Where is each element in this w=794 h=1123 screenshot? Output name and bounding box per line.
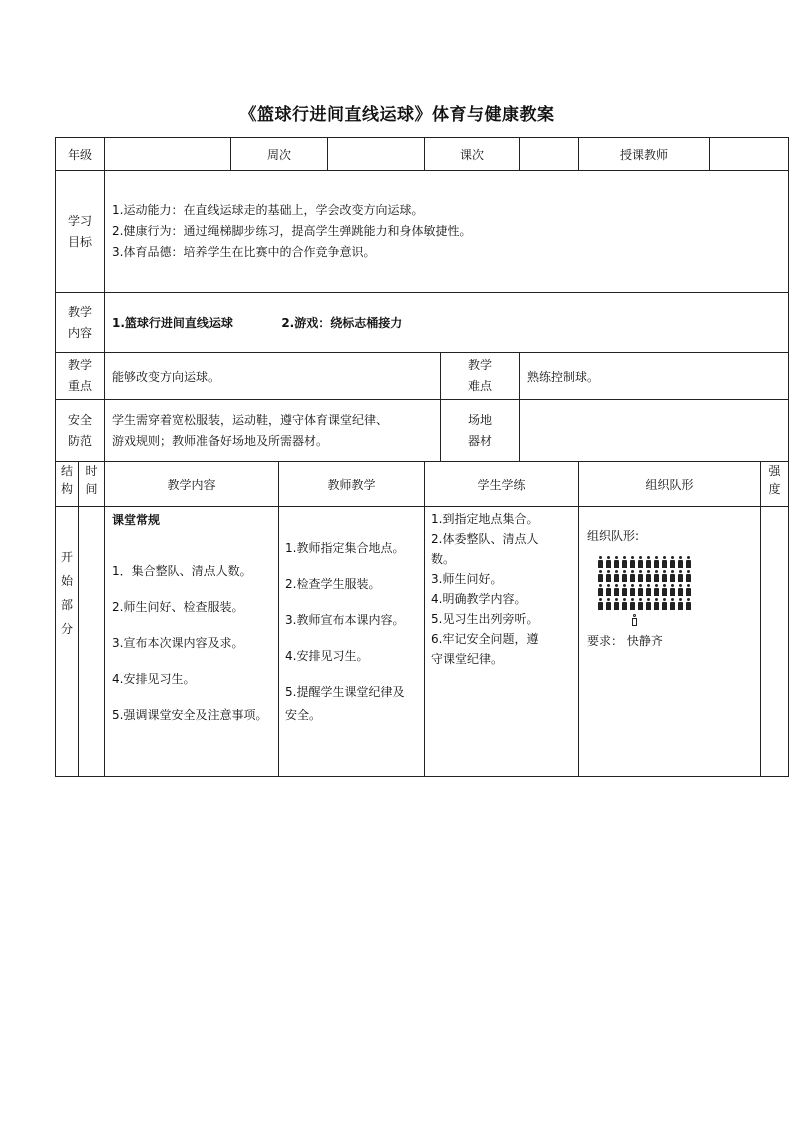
- teacher-list: [285, 539, 424, 723]
- list-item: 4.安排见习生。: [285, 649, 369, 663]
- list-item: 1.到指定地点集合。: [431, 512, 539, 526]
- list-item: 6.牢记安全问题，遵: [431, 632, 539, 646]
- student-figure-icon: [645, 584, 651, 596]
- goal-item: 2.健康行为：通过绳梯脚步练习，提高学生弹跳能力和身体敏捷性。: [112, 224, 472, 238]
- goals-row: [56, 171, 789, 293]
- student-figure-icon: [629, 584, 635, 596]
- student-figure-icon: [653, 556, 659, 568]
- safety-label: 安全 防范: [56, 400, 105, 462]
- difficulty-label: 教学 难点: [441, 353, 520, 400]
- formation-header: 组织队形: [579, 462, 761, 507]
- student-figure-icon: [629, 570, 635, 582]
- student-figure-icon: [605, 598, 611, 610]
- header-row: [56, 138, 789, 171]
- student-figure-icon: [645, 556, 651, 568]
- safety-row: [56, 400, 789, 462]
- student-figure-icon: [637, 556, 643, 568]
- week-label: 周次: [231, 138, 328, 171]
- list-item: 2.检查学生服装。: [285, 577, 381, 591]
- student-figure-icon: [597, 570, 603, 582]
- student-figure-icon: [645, 598, 651, 610]
- list-item: 2.体委整队、清点人: [431, 532, 539, 546]
- venue-label: 场地 器材: [441, 400, 520, 462]
- list-item: 3.宣布本次课内容及求。: [112, 636, 244, 650]
- student-figure-icon: [645, 570, 651, 582]
- student-figure-icon: [677, 556, 683, 568]
- student-figure-icon: [685, 570, 691, 582]
- student-figure-icon: [613, 556, 619, 568]
- content-item-2: 2.游戏：绕标志桶接力: [281, 316, 403, 330]
- student-practice-header: 学生学练: [425, 462, 579, 507]
- goals-label: 学习 目标: [56, 171, 105, 293]
- teaching-content-header: 教学内容: [105, 462, 279, 507]
- student-figure-icon: [629, 598, 635, 610]
- grade-label: 年级: [56, 138, 105, 171]
- content-heading: 课堂常规: [112, 513, 161, 527]
- student-figure-icon: [685, 584, 691, 596]
- column-header-row: [56, 462, 789, 507]
- student-figure-icon: [653, 584, 659, 596]
- student-figure-icon: [669, 570, 675, 582]
- student-figure-icon: [677, 598, 683, 610]
- content-item-1: 1.篮球行进间直线运球: [112, 316, 233, 330]
- lesson-number-label: 课次: [425, 138, 520, 171]
- goal-item: 1.运动能力：在直线运球走的基础上，学会改变方向运球。: [112, 203, 424, 217]
- student-figure-icon: [597, 584, 603, 596]
- start-section-intensity[interactable]: [761, 507, 789, 777]
- student-figure-icon: [653, 598, 659, 610]
- list-item: 5.强调课堂安全及注意事项。: [112, 708, 268, 722]
- key-point-label: 教学 重点: [56, 353, 105, 400]
- start-content-cell: [105, 507, 279, 777]
- content-label: 教学 内容: [56, 293, 105, 353]
- student-figure-icon: [669, 556, 675, 568]
- teacher-value[interactable]: [710, 138, 789, 171]
- list-item: 安全。: [285, 708, 322, 722]
- student-figure-icon: [637, 584, 643, 596]
- student-figure-icon: [661, 570, 667, 582]
- student-figure-icon: [613, 584, 619, 596]
- student-figure-icon: [685, 556, 691, 568]
- list-item: 3.教师宣布本课内容。: [285, 613, 405, 627]
- formation-cell: [579, 507, 761, 777]
- student-figure-icon: [621, 584, 627, 596]
- teacher-teaching-cell: [279, 507, 425, 777]
- week-value[interactable]: [328, 138, 425, 171]
- lesson-number-value[interactable]: [520, 138, 579, 171]
- focus-row: [56, 353, 789, 400]
- key-point-value: 能够改变方向运球。: [105, 353, 441, 400]
- content-row: [56, 293, 789, 353]
- student-figure-icon: [613, 570, 619, 582]
- student-figure-icon: [613, 598, 619, 610]
- student-figure-icon: [621, 556, 627, 568]
- list-item: 守课堂纪律。: [431, 652, 504, 666]
- student-figure-icon: [605, 584, 611, 596]
- student-figure-icon: [621, 598, 627, 610]
- student-figure-icon: [669, 598, 675, 610]
- document-title: 《篮球行进间直线运球》体育与健康教案: [239, 105, 555, 125]
- student-figure-icon: [685, 598, 691, 610]
- list-item: 3.师生问好。: [431, 572, 503, 586]
- teacher-position-icon: [631, 614, 637, 626]
- list-item: 数。: [431, 552, 456, 566]
- formation-diagram: [597, 556, 760, 610]
- list-item: 1.教师指定集合地点。: [285, 541, 405, 555]
- student-practice-cell: [425, 507, 579, 777]
- student-figure-icon: [653, 570, 659, 582]
- list-item: 2.师生问好、检查服装。: [112, 600, 244, 614]
- list-item: 5.提醒学生课堂纪律及: [285, 685, 405, 699]
- difficulty-value: 熟练控制球。: [520, 353, 789, 400]
- intensity-header: 强 度: [761, 462, 789, 507]
- student-figure-icon: [677, 570, 683, 582]
- student-figure-icon: [661, 584, 667, 596]
- start-section-time[interactable]: [79, 507, 105, 777]
- lesson-plan-table: [55, 137, 789, 777]
- list-item: 4.明确教学内容。: [431, 592, 527, 606]
- student-figure-icon: [677, 584, 683, 596]
- student-figure-icon: [637, 598, 643, 610]
- student-figure-icon: [597, 598, 603, 610]
- content-value: [105, 293, 789, 353]
- list-item: 5.见习生出列旁听。: [431, 612, 539, 626]
- student-figure-icon: [597, 556, 603, 568]
- student-figure-icon: [661, 598, 667, 610]
- start-section-row: [56, 507, 789, 777]
- safety-value: 学生需穿着宽松服装，运动鞋，遵守体育课堂纪律、 游戏规则；教师准备好场地及所需器材。: [105, 400, 441, 462]
- time-header: 时 间: [79, 462, 105, 507]
- student-figure-icon: [629, 556, 635, 568]
- student-figure-icon: [637, 570, 643, 582]
- student-figure-icon: [621, 570, 627, 582]
- goals-list: [105, 171, 789, 293]
- student-figure-icon: [661, 556, 667, 568]
- list-item: 4.安排见习生。: [112, 672, 196, 686]
- formation-requirement: 要求： 快静齐: [587, 634, 663, 648]
- start-section-label: 开 始 部 分: [56, 507, 79, 777]
- student-figure-icon: [605, 570, 611, 582]
- student-figure-icon: [605, 556, 611, 568]
- list-item: 1．集合整队、清点人数。: [112, 564, 252, 578]
- formation-label: 组织队形:: [587, 529, 640, 543]
- student-figure-icon: [669, 584, 675, 596]
- teacher-label: 授课教师: [579, 138, 710, 171]
- teacher-teaching-header: 教师教学: [279, 462, 425, 507]
- content-list: [112, 562, 278, 723]
- goal-item: 3.体育品德：培养学生在比赛中的合作竞争意识。: [112, 245, 376, 259]
- venue-value[interactable]: [520, 400, 789, 462]
- structure-header: 结 构: [56, 462, 79, 507]
- grade-value[interactable]: [105, 138, 231, 171]
